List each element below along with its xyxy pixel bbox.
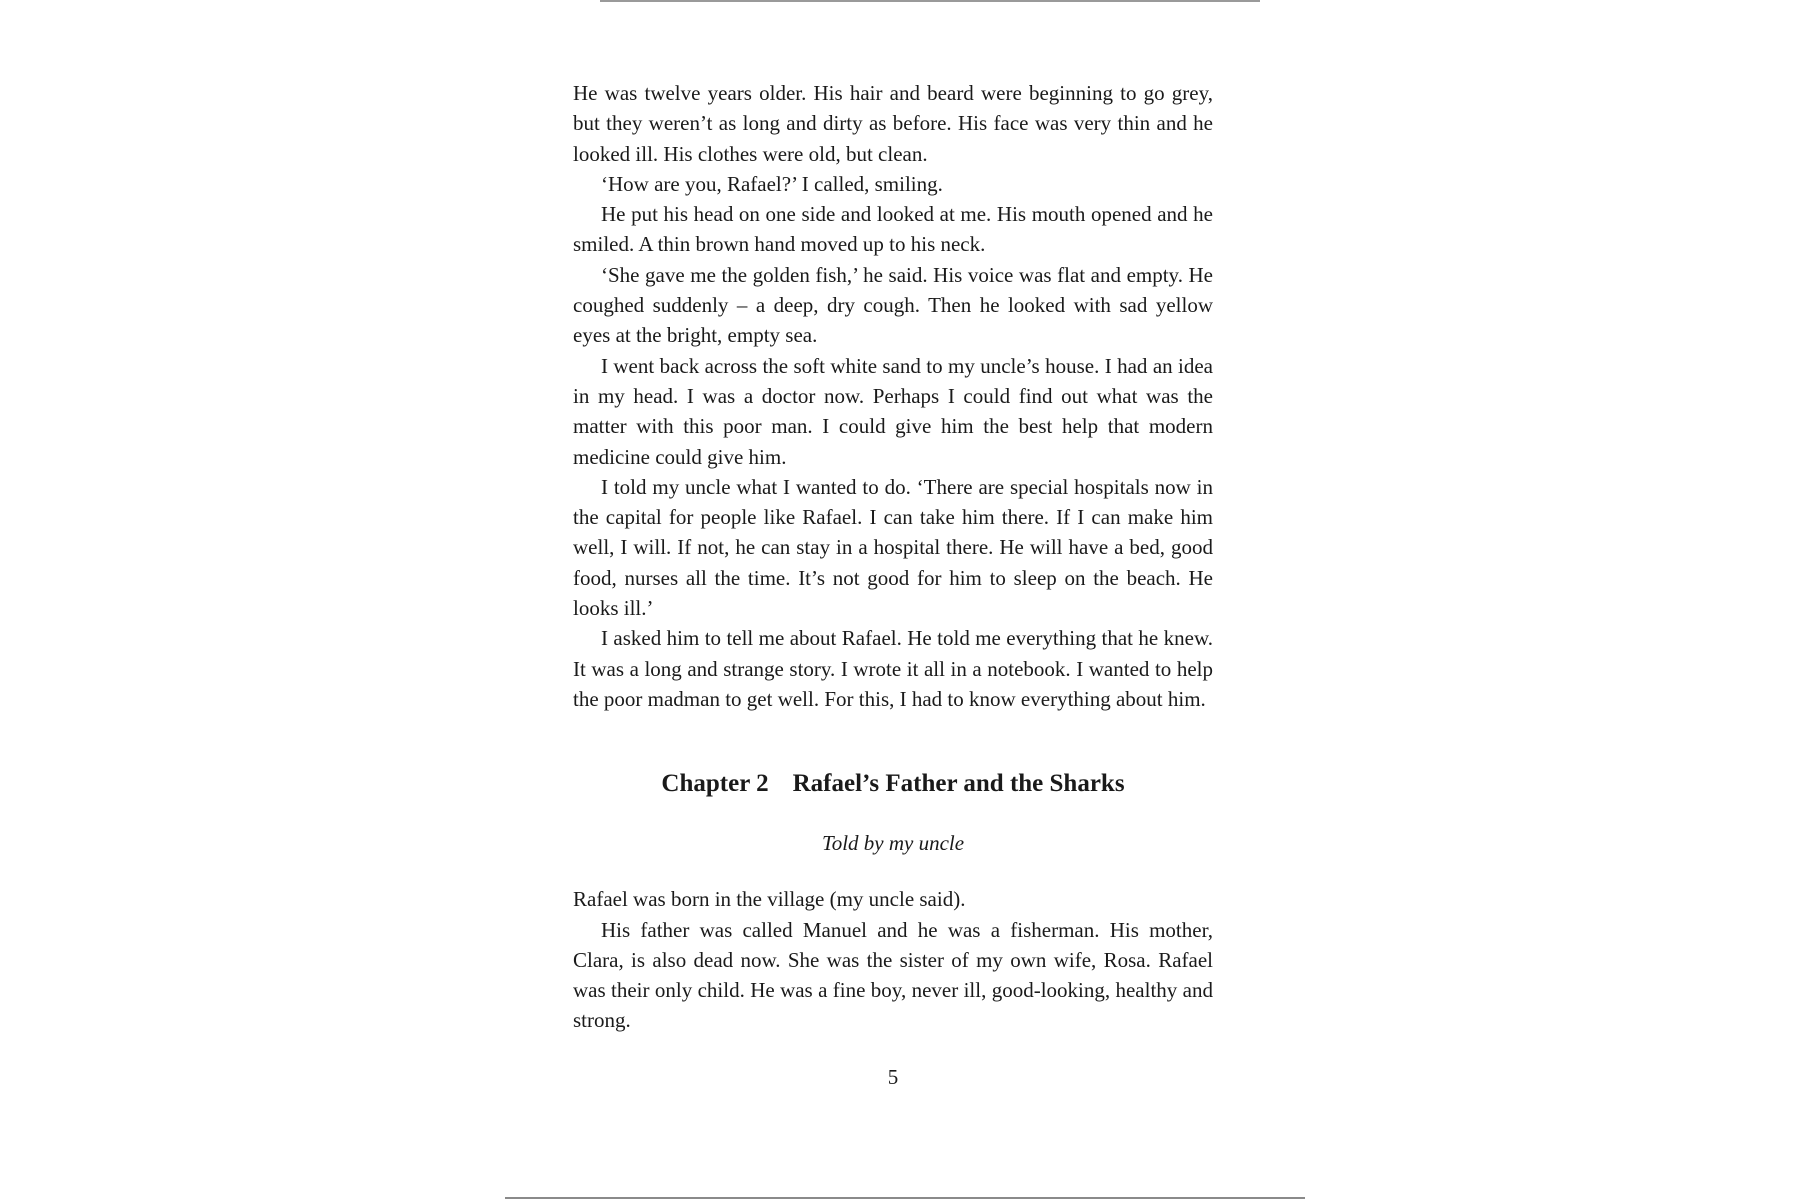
- chapter-number: Chapter 2: [661, 770, 769, 798]
- paragraph-7: I asked him to tell me about Rafael. He told me everything that he knew. It was a long and strange story. I wrote it all in a notebook. I wanted to help the poor madman to get well. For this, I had to know everything about him.: [573, 626, 1213, 711]
- page-number: 5: [887, 1064, 899, 1089]
- scan-edge-top: [600, 0, 1260, 2]
- paragraph-6: I told my uncle what I wanted to do. ‘There are special hospitals now in the capital for people like Rafael. I can take him there. If I can make him well, I will. If not, he can stay in a hospital there. He will have a bed, good food, nurses all the time. It’s not good for him to sleep on the beach. He looks ill.’: [573, 474, 1213, 621]
- scan-edge-bottom: [505, 1197, 1305, 1199]
- paragraph-3: He put his head on one side and looked at me. His mouth opened and he smiled. A thin brown hand moved up to his neck.: [573, 202, 1213, 257]
- paragraph-1: He was twelve years older. His hair and beard were beginning to go grey, but they weren’t as long and dirty as before. His face was very thin and he looked ill. His clothes were old, but clean.: [573, 81, 1213, 166]
- paragraph-4: ‘She gave me the golden fish,’ he said. His voice was flat and empty. He coughed suddenly – a deep, dry cough. Then he looked with sad yellow eyes at the bright, empty sea.: [573, 262, 1213, 348]
- chapter-subtitle: Told by my uncle: [821, 831, 965, 856]
- paragraph-2: ‘How are you, Rafael?’ I called, smiling.: [601, 171, 943, 196]
- paragraph-8: Rafael was born in the village (my uncle said).: [573, 887, 966, 912]
- chapter-heading: [573, 766, 1213, 802]
- paragraph-9: His father was called Manuel and he was a fisherman. His mother, Clara, is also dead now. She was the sister of my own wife, Rosa. Rafael was their only child. He was a fine boy, never ill, good-looking, healthy and strong.: [573, 917, 1213, 1033]
- chapter-title: Rafael’s Father and the Sharks: [792, 770, 1125, 798]
- book-page: [573, 78, 1213, 1092]
- paragraph-5: I went back across the soft white sand to my uncle’s house. I had an idea in my head. I was a doctor now. Perhaps I could find out what was the matter with this poor man. I could give him the best help that modern medicine could give him.: [573, 353, 1213, 469]
